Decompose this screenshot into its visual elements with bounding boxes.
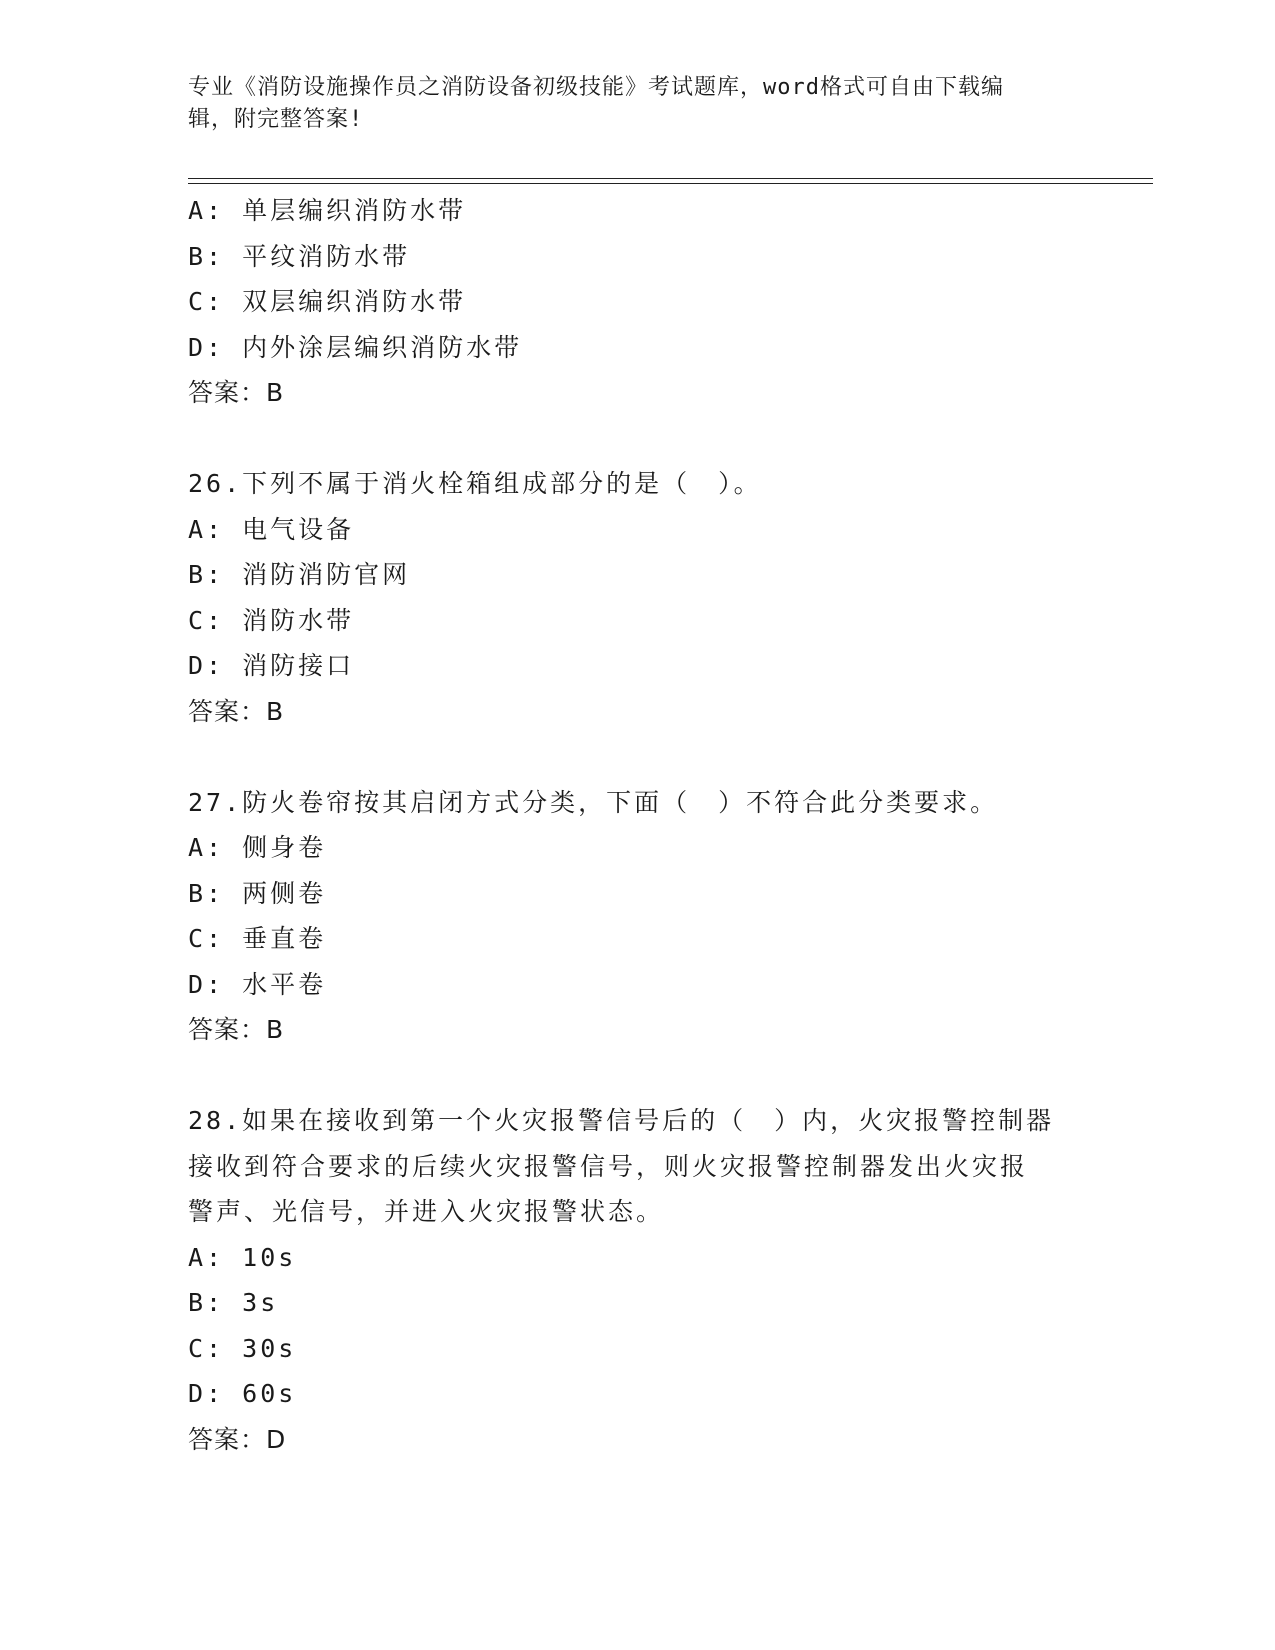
spacer: [188, 1053, 1088, 1099]
answer-line: 答案：B: [188, 378, 285, 407]
option-d: D: 消防接口: [188, 651, 355, 680]
question-text-line-1: 28.如果在接收到第一个火灾报警信号后的（ ）内，火灾报警控制器: [188, 1106, 1055, 1135]
option-d: D: 水平卷: [188, 969, 327, 999]
option-a: A: 10s: [188, 1242, 297, 1272]
answer-line: 答案：B: [188, 1015, 285, 1044]
answer-line: 答案：B: [188, 696, 285, 726]
option-d: D: 60s: [188, 1379, 297, 1408]
option-b: B: 3s: [188, 1288, 279, 1317]
question-28: [188, 1098, 1088, 1462]
option-a: A: 电气设备: [188, 514, 355, 544]
spacer: [188, 734, 1088, 780]
option-c: C: 垂直卷: [188, 924, 327, 953]
question-text-line-3: 警声、光信号，并进入火灾报警状态。: [188, 1197, 665, 1226]
option-c: C: 30s: [188, 1333, 297, 1363]
option-b: B: 平纹消防水带: [188, 241, 411, 271]
question-text: 27.防火卷帘按其启闭方式分类，下面（ ）不符合此分类要求。: [188, 787, 999, 817]
answer-line: 答案：D: [188, 1424, 287, 1454]
option-c: C: 双层编织消防水带: [188, 287, 467, 316]
question-text-line-2: 接收到符合要求的后续火灾报警信号，则火灾报警控制器发出火灾报: [188, 1151, 1029, 1181]
option-d: D: 内外涂层编织消防水带: [188, 332, 523, 362]
option-c: C: 消防水带: [188, 605, 355, 635]
spacer: [188, 416, 1088, 462]
question-list: [188, 188, 1088, 1462]
option-a: A: 侧身卷: [188, 833, 327, 862]
header-line-2: 辑，附完整答案!: [188, 107, 364, 132]
document-header: [188, 72, 1088, 136]
header-line-1: 专业《消防设施操作员之消防设备初级技能》考试题库，word格式可自由下载编: [188, 75, 1004, 100]
option-a: A: 单层编织消防水带: [188, 196, 467, 225]
question-27: [188, 780, 1088, 1053]
option-b: B: 两侧卷: [188, 878, 327, 908]
question-26: [188, 461, 1088, 734]
header-rule-bottom: [188, 183, 1153, 184]
question-text: 26.下列不属于消火栓箱组成部分的是（ ）。: [188, 469, 762, 498]
option-b: B: 消防消防官网: [188, 560, 411, 589]
header-rule-top: [188, 178, 1153, 179]
question-25: [188, 188, 1088, 416]
